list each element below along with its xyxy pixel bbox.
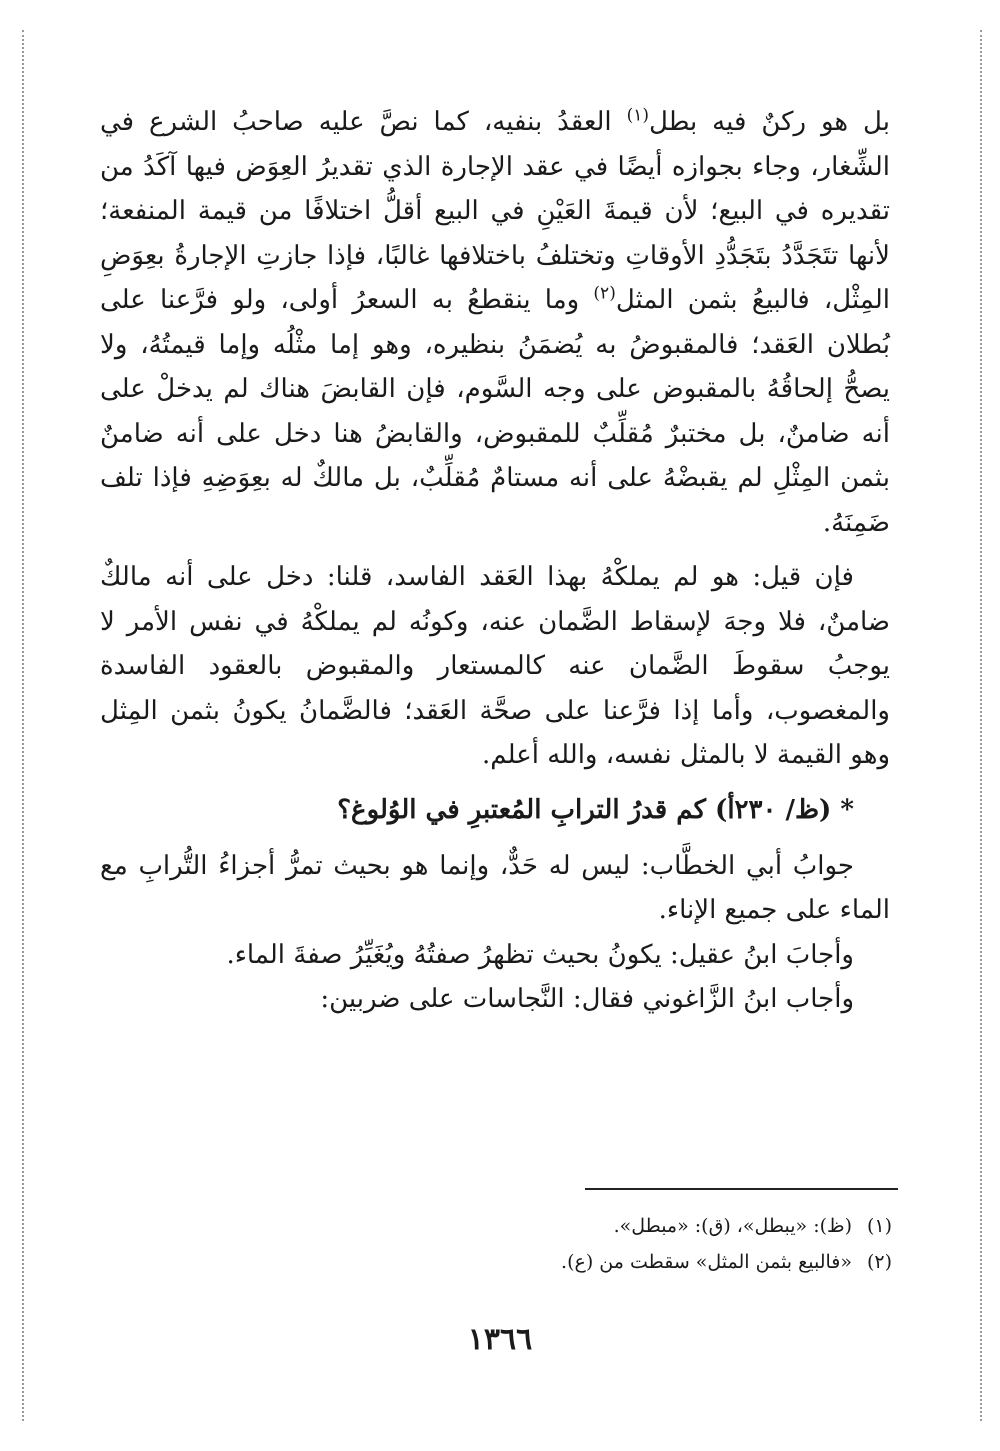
paragraph-1-part-2: العقدُ بنفيه، كما نصَّ عليه صاحبُ الشرع في الشِّغار، وجاء بجوازه أيضًا في عقد الإجارة الذي تقديرُ العِوَض فيها آكَدُ من تقديره في البيع؛ لأن قيمةَ العَيْنِ في البيع أقلُّ اختلافًا من قيمة المنفعة؛ لأنها تتَجَدَّدُ بتَجَدُّدِ الأوقاتِ وتختلفُ باختلافها غالبًا، فإذا جازتِ الإجارةُ بعِوَضِ المِثْل، فالبيعُ بثمن المثل: [100, 107, 890, 315]
footnote-ref-2: (٢): [593, 283, 616, 304]
footnote-text: «فالبيع بثمن المثل» سقطت من (ع).: [561, 1251, 852, 1273]
footnotes: [300, 1208, 892, 1280]
left-edge-dotted-line: [22, 30, 24, 1421]
paragraph-3: جوابُ أبي الخطَّاب: ليس له حَدٌّ، وإنما هو بحيث تمرُّ أجزاءُ التُّرابِ مع الماء على جميع الإناء.: [100, 850, 890, 925]
footnote-separator: [585, 1188, 898, 1190]
paragraph-2: فإن قيل: هو لم يملكْهُ بهذا العَقد الفاسد، قلنا: دخل على أنه مالكٌ ضامنٌ، فلا وجهَ لإسقاط الضَّمان عنه، وكونُه لم يملكْهُ في نفس الأمر لا يوجبُ سقوطَ الضَّمان عنه كالمستعار والمقبوض بالعقود الفاسدة والمغصوب، وأما إذا فرَّعنا على صحَّة العَقد؛ فالضَّمانُ يكونُ بثمن المِثل وهو القيمة لا بالمثل نفسه، والله أعلم.: [100, 562, 890, 770]
paragraph-1-part-1: بل هو ركنٌ فيه بطل: [649, 107, 890, 137]
footnote-text: (ظ): «يبطل»، (ق): «مبطل».: [613, 1215, 852, 1237]
paragraph-1-part-3: وما ينقطعُ به السعرُ أولى، ولو فرَّعنا على بُطلان العَقد؛ فالمقبوضُ به يُضمَنُ بنظيره، وهو إما مثْلُه وإما قيمتُهُ، ولا يصحُّ إلحاقُهُ بالمقبوض على وجه السَّوم، فإن القابضَ هناك لم يدخلْ على أنه ضامنٌ، بل مختبرٌ مُقلِّبٌ للمقبوض، والقابضُ هنا دخل على أنه ضامنٌ بثمن المِثْلِ لم يقبضْهُ على أنه مستامٌ مُقلِّبٌ، بل مالكٌ له بعِوَضِهِ فإذا تلف ضَمِنَهُ.: [100, 285, 890, 538]
footnote-number: (١): [866, 1215, 892, 1237]
paragraph-1: [100, 100, 890, 545]
page-number: ١٣٦٦: [467, 1322, 533, 1357]
footnote-number: (٢): [866, 1251, 892, 1273]
right-edge-dotted-line: [980, 30, 982, 1421]
paragraph-4: وأجابَ ابنُ عقيل: يكونُ بحيث تظهرُ صفتُهُ ويُغَيِّرُ صفةَ الماء.: [226, 939, 854, 970]
question-heading: * (ظ/ ٢٣٠أ) كم قدرُ الترابِ المُعتبرِ في الوُلوغ؟: [337, 794, 854, 825]
footnote-2: [300, 1244, 892, 1280]
page-body: [100, 100, 890, 1022]
footnote-ref-1: (١): [626, 105, 649, 126]
paragraph-5: وأجاب ابنُ الزَّاغوني فقال: النَّجاسات على ضربين:: [320, 984, 854, 1014]
footnote-1: [300, 1208, 892, 1244]
